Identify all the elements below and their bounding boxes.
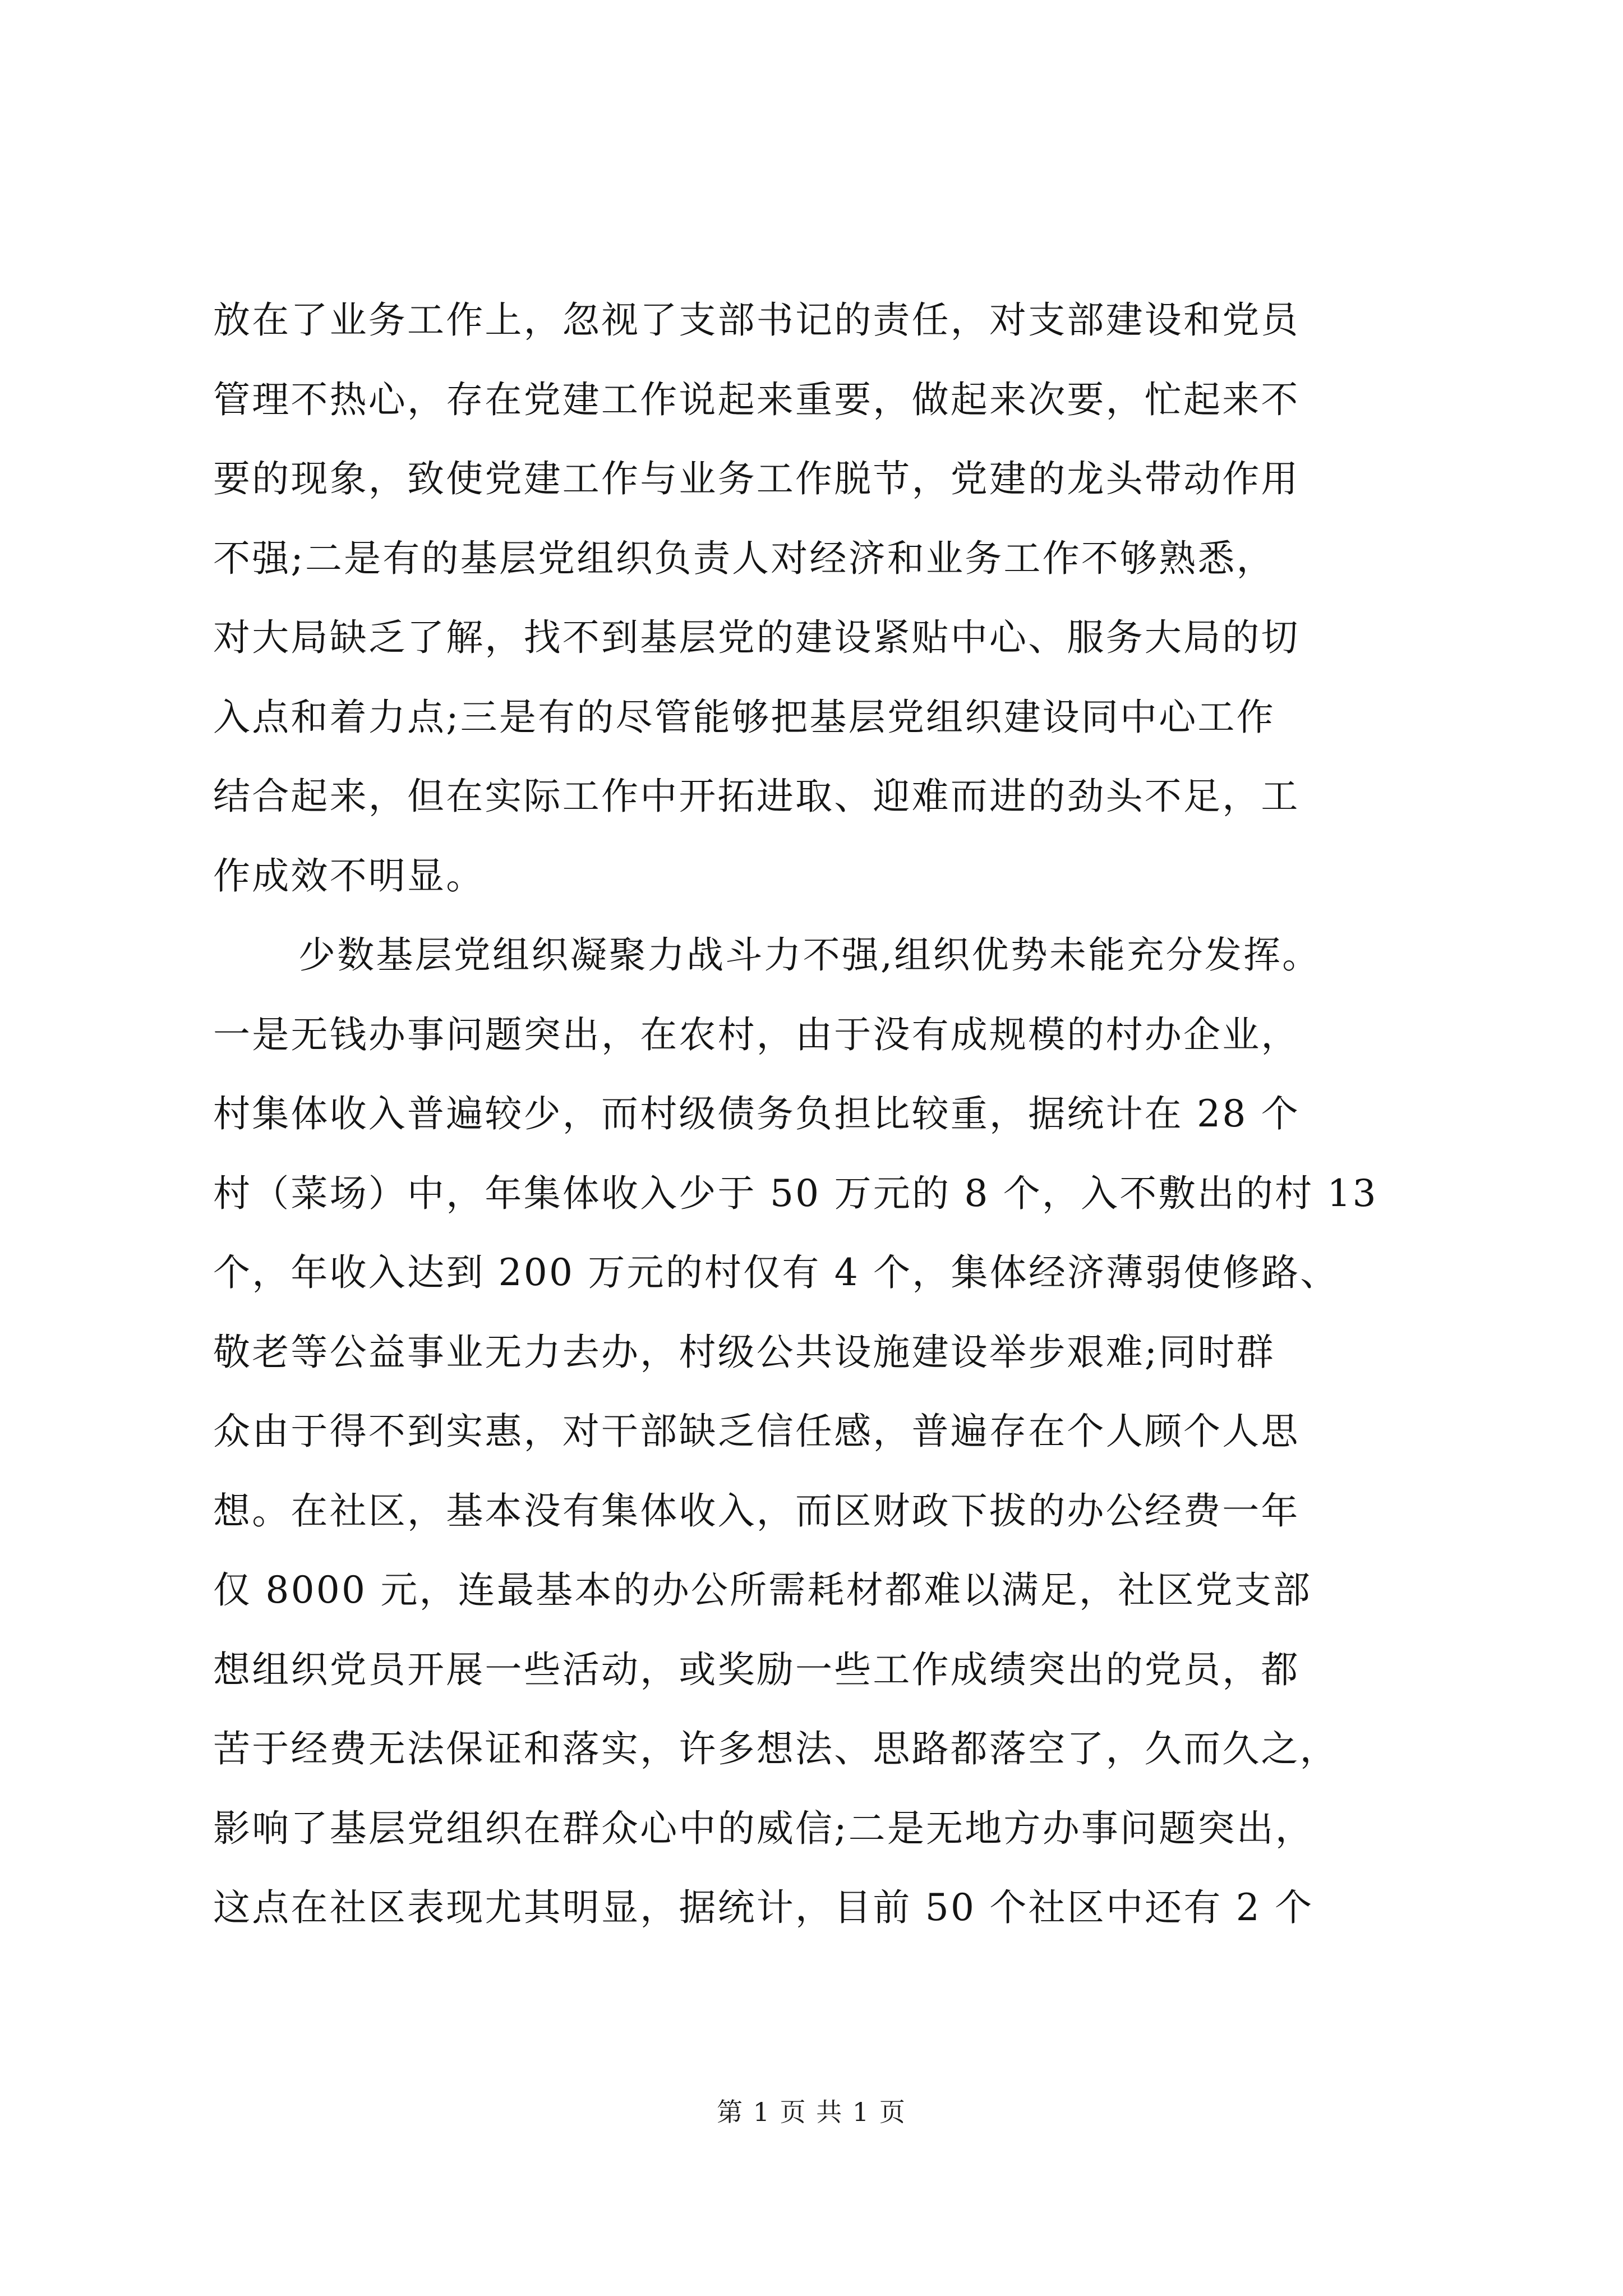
text-line: 一是无钱办事问题突出，在农村，由于没有成规模的村办企业， [213, 1013, 1300, 1056]
text-line: 想组织党员开展一些活动，或奖励一些工作成绩突出的党员，都 [213, 1648, 1300, 1691]
text-line: 众由于得不到实惠，对干部缺乏信任感，普遍存在个人顾个人思 [213, 1410, 1300, 1453]
text-line: 要的现象，致使党建工作与业务工作脱节，党建的龙头带动作用 [213, 457, 1300, 500]
text-line: 作成效不明显。 [213, 854, 485, 898]
text-line: 管理不热心，存在党建工作说起来重要，做起来次要，忙起来不 [213, 378, 1300, 421]
text-line: 苦于经费无法保证和落实，许多想法、思路都落空了，久而久之， [213, 1727, 1339, 1770]
text-line: 村集体收入普遍较少，而村级债务负担比较重，据统计在 28 个 [213, 1092, 1300, 1135]
text-line: 影响了基层党组织在群众心中的威信;二是无地方办事问题突出， [213, 1806, 1315, 1850]
text-line: 入点和着力点;三是有的尽管能够把基层党组织建设同中心工作 [213, 695, 1275, 739]
text-line: 村（菜场）中，年集体收入少于 50 万元的 8 个，入不敷出的村 13 [213, 1171, 1378, 1215]
text-line: 结合起来，但在实际工作中开拓进取、迎难而进的劲头不足，工 [213, 775, 1300, 818]
page-footer [0, 2095, 1623, 2129]
page-number: 第 1 页 共 1 页 [717, 2097, 906, 2127]
text-line: 仅 8000 元，连最基本的办公所需耗材都难以满足，社区党支部 [213, 1568, 1312, 1612]
body-text [213, 280, 1416, 1948]
text-line: 放在了业务工作上，忽视了支部书记的责任，对支部建设和党员 [213, 298, 1300, 342]
text-line: 对大局缺乏了解，找不到基层党的建设紧贴中心、服务大局的切 [213, 616, 1300, 659]
text-line: 不强;二是有的基层党组织负责人对经济和业务工作不够熟悉， [213, 536, 1275, 580]
text-line: 敬老等公益事业无力去办，村级公共设施建设举步艰难;同时群 [213, 1330, 1275, 1374]
paragraph-first-line: 少数基层党组织凝聚力战斗力不强,组织优势未能充分发挥。 [298, 933, 1321, 977]
text-line: 这点在社区表现尤其明显，据统计，目前 50 个社区中还有 2 个 [213, 1886, 1314, 1929]
text-line: 个，年收入达到 200 万元的村仅有 4 个，集体经济薄弱使修路、 [213, 1251, 1339, 1294]
text-line: 想。在社区，基本没有集体收入，而区财政下拔的办公经费一年 [213, 1489, 1300, 1533]
